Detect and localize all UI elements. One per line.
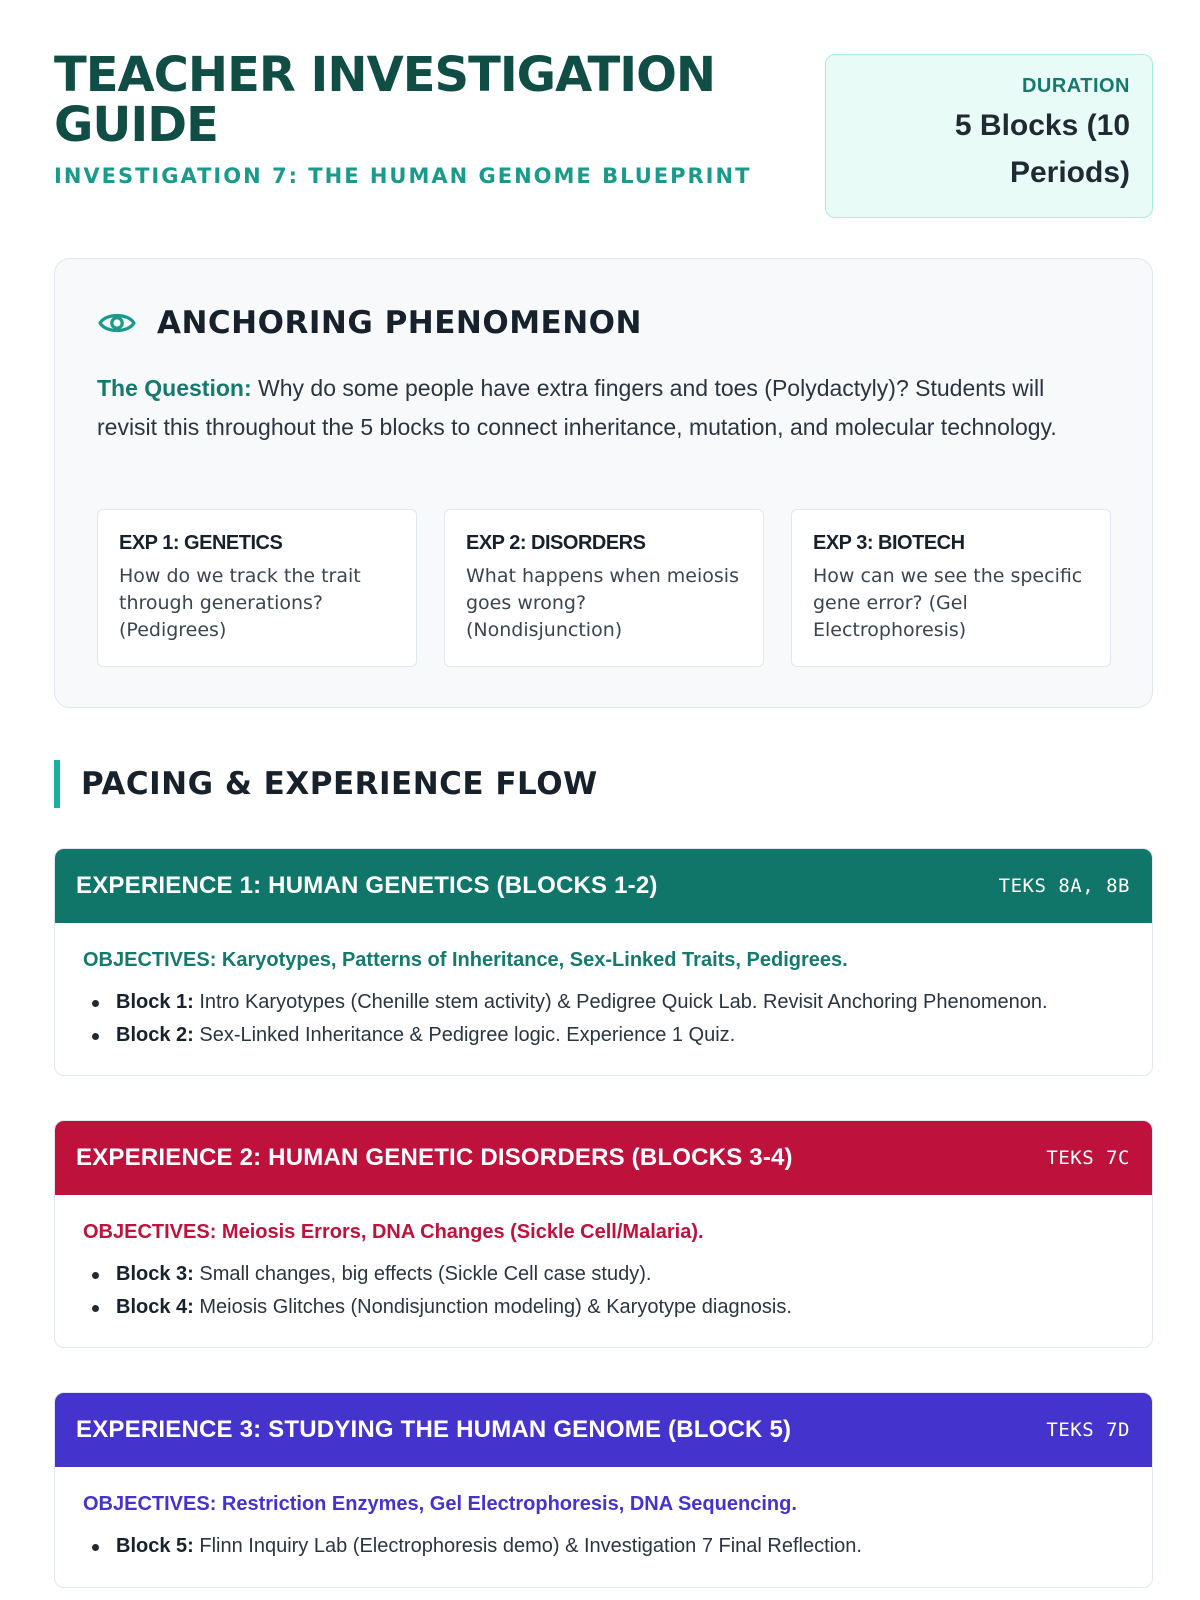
experience-title: EXPERIENCE 2: HUMAN GENETIC DISORDERS (BLOCKS 3-4) [76, 1144, 793, 1171]
block-list [83, 1530, 1124, 1563]
pacing-section-title: PACING & EXPERIENCE FLOW [81, 766, 598, 802]
anchoring-phenomenon-header [97, 303, 642, 343]
experience-preview-title: EXP 2: DISORDERS [466, 532, 646, 554]
eye-icon [97, 303, 137, 343]
block-list [83, 1258, 1124, 1324]
experience-objectives: OBJECTIVES: Karyotypes, Patterns of Inheritance, Sex-Linked Traits, Pedigrees. [83, 949, 848, 971]
anchoring-question [97, 369, 1107, 447]
experience-preview-box [791, 509, 1111, 667]
block-text: Flinn Inquiry Lab (Electrophoresis demo) & Investigation 7 Final Reflection. [193, 1535, 862, 1557]
page-title [54, 47, 794, 153]
duration-label: DURATION [1021, 75, 1130, 97]
experience-card-header [55, 1393, 1152, 1467]
section-accent-bar [54, 760, 60, 808]
duration-box [825, 54, 1153, 218]
experience-preview-title: EXP 3: BIOTECH [813, 532, 965, 554]
anchoring-phenomenon-title: ANCHORING PHENOMENON [157, 305, 642, 341]
experience-objectives: OBJECTIVES: Meiosis Errors, DNA Changes (Sickle Cell/Malaria). [83, 1221, 704, 1243]
page-header [54, 47, 794, 188]
block-label: Block 2: [116, 1024, 194, 1046]
experience-card-3 [54, 1392, 1153, 1588]
experience-card-body [55, 1195, 1152, 1324]
block-label: Block 1: [116, 991, 194, 1013]
question-text: Why do some people have extra fingers and toes (Polydactyly)? Students will revisit this throughout the 5 blocks to connect inheritance, mutation, and molecular technology. [97, 375, 1057, 440]
block-label: Block 3: [116, 1263, 194, 1285]
experience-preview-box [97, 509, 417, 667]
block-item [83, 1019, 1124, 1052]
anchoring-phenomenon-card [54, 258, 1153, 708]
experience-card-header [55, 849, 1152, 923]
experience-title: EXPERIENCE 3: STUDYING THE HUMAN GENOME (BLOCK 5) [76, 1416, 792, 1443]
experience-objectives: OBJECTIVES: Restriction Enzymes, Gel Electrophoresis, DNA Sequencing. [83, 1493, 797, 1515]
block-text: Small changes, big effects (Sickle Cell case study). [193, 1263, 652, 1285]
experience-card-body [55, 1467, 1152, 1563]
pacing-section-header [54, 760, 598, 808]
block-label: Block 4: [116, 1296, 194, 1318]
block-text: Intro Karyotypes (Chenille stem activity) & Pedigree Quick Lab. Revisit Anchoring Phenomenon. [193, 991, 1048, 1013]
page-title-line-2: GUIDE [54, 97, 218, 153]
page-subtitle: INVESTIGATION 7: THE HUMAN GENOME BLUEPRINT [54, 164, 752, 188]
experience-preview-text: How do we track the trait through generations? (Pedigrees) [119, 565, 361, 641]
block-item [83, 1530, 1124, 1563]
block-list [83, 986, 1124, 1052]
experience-card-body [55, 923, 1152, 1052]
block-label: Block 5: [116, 1535, 194, 1557]
teks-code: TEKS 7C [1046, 1147, 1130, 1169]
experience-card-2 [54, 1120, 1153, 1348]
experience-preview-boxes [97, 509, 1111, 667]
experience-preview-box [444, 509, 764, 667]
block-text: Sex-Linked Inheritance & Pedigree logic. Experience 1 Quiz. [193, 1024, 736, 1046]
experience-preview-text: What happens when meiosis goes wrong? (Nondisjunction) [466, 565, 739, 641]
block-item [83, 1258, 1124, 1291]
experience-card-header [55, 1121, 1152, 1195]
experience-preview-text: How can we see the specific gene error? (Gel Electrophoresis) [813, 565, 1083, 641]
experience-title: EXPERIENCE 1: HUMAN GENETICS (BLOCKS 1-2) [76, 872, 658, 899]
block-item [83, 1291, 1124, 1324]
duration-value: 5 Blocks (10 Periods) [954, 109, 1130, 189]
question-label: The Question: [97, 375, 252, 401]
teks-code: TEKS 7D [1046, 1419, 1130, 1441]
experience-card-1 [54, 848, 1153, 1076]
block-text: Meiosis Glitches (Nondisjunction modeling) & Karyotype diagnosis. [193, 1296, 792, 1318]
teks-code: TEKS 8A, 8B [998, 875, 1130, 897]
experience-preview-title: EXP 1: GENETICS [119, 532, 283, 554]
block-item [83, 986, 1124, 1019]
page-title-line-1: TEACHER INVESTIGATION [54, 47, 716, 103]
